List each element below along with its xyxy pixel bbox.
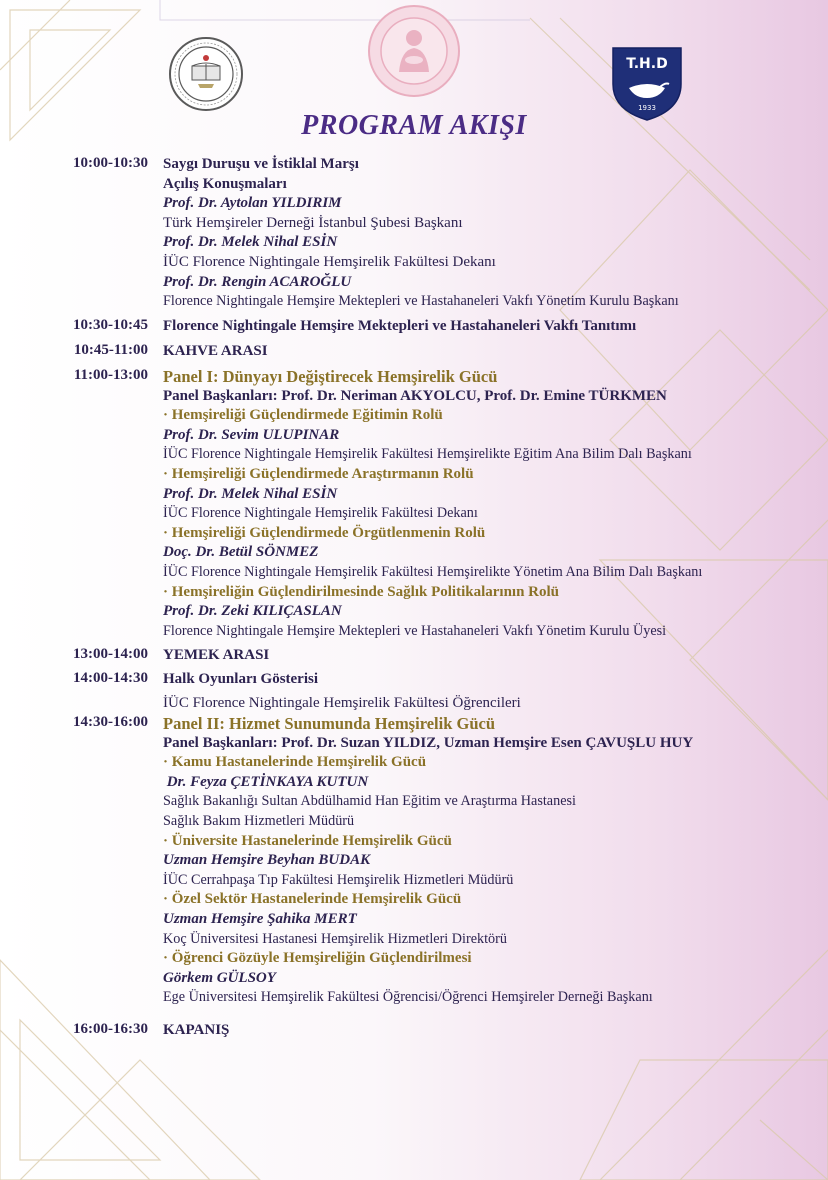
svg-text:T.H.D: T.H.D xyxy=(626,56,668,72)
panel-chairs: Panel Başkanları: Prof. Dr. Suzan YILDIZ, Uzman Hemşire Esen ÇAVUŞLU HUY xyxy=(163,734,694,751)
page-title: PROGRAM AKIŞI xyxy=(301,110,527,141)
time-slot: 13:00-14:00 xyxy=(73,646,148,662)
program-line: KAHVE ARASI xyxy=(163,343,268,359)
talk-topic: · Hemşireliğin Güçlendirilmesinde Sağlık Politikalarının Rolü xyxy=(163,583,560,600)
speaker-title: Florence Nightingale Hemşire Mektepleri ve Hastahaneleri Vakfı Yönetim Kurulu Başkanı xyxy=(163,293,679,310)
talk-topic: · Hemşireliği Güçlendirmede Eğitimin Rolü xyxy=(163,407,443,424)
speaker-name: Prof. Dr. Melek Nihal ESİN xyxy=(163,234,338,251)
speaker-title: İÜC Cerrahpaşa Tıp Fakültesi Hemşirelik Hizmetleri Müdürü xyxy=(163,871,514,888)
speaker-name: Prof. Dr. Sevim ULUPINAR xyxy=(163,426,340,443)
talk-topic: · Özel Sektör Hastanelerinde Hemşirelik Gücü xyxy=(163,891,462,908)
panel-chairs: Panel Başkanları: Prof. Dr. Neriman AKYOLCU, Prof. Dr. Emine TÜRKMEN xyxy=(163,387,667,404)
talk-topic: · Hemşireliği Güçlendirmede Örgütlenmenin Rolü xyxy=(163,524,486,541)
speaker-name: Uzman Hemşire Beyhan BUDAK xyxy=(163,852,371,869)
speaker-title: Florence Nightingale Hemşire Mektepleri ve Hastahaneleri Vakfı Yönetim Kurulu Üyesi xyxy=(163,622,667,639)
talk-topic: · Hemşireliği Güçlendirmede Araştırmanın Rolü xyxy=(163,465,474,482)
time-slot: 14:00-14:30 xyxy=(73,670,148,686)
program-line: KAPANIŞ xyxy=(163,1022,230,1038)
block-content xyxy=(163,342,823,362)
speaker-title: İÜC Florence Nightingale Hemşirelik Fakültesi Dekanı xyxy=(163,253,496,270)
talk-topic: · Üniversite Hastanelerinde Hemşirelik Gücü xyxy=(163,832,452,849)
panel-title: Panel I: Dünyayı Değiştirecek Hemşirelik Gücü xyxy=(163,367,498,386)
block-content xyxy=(163,155,823,312)
speaker-name: Prof. Dr. Zeki KILIÇASLAN xyxy=(163,603,342,620)
block-content xyxy=(163,646,823,666)
time-slot: 11:00-13:00 xyxy=(73,367,148,383)
panel-title: Panel II: Hizmet Sunumunda Hemşirelik Gücü xyxy=(163,714,496,733)
speaker-title: İÜC Florence Nightingale Hemşirelik Fakültesi Hemşirelikte Yönetim Ana Bilim Dalı Başkanı xyxy=(163,563,703,580)
program-line: Açılış Konuşmaları xyxy=(163,175,287,192)
time-slot: 16:00-16:30 xyxy=(73,1021,148,1037)
svg-text:1933: 1933 xyxy=(638,104,656,112)
talk-topic: · Öğrenci Gözüyle Hemşireliğin Güçlendirilmesi xyxy=(163,950,472,967)
speaker-name: Dr. Feyza ÇETİNKAYA KUTUN xyxy=(163,773,369,790)
performer-line: İÜC Florence Nightingale Hemşirelik Fakültesi Öğrencileri xyxy=(163,694,521,711)
block-content xyxy=(163,670,823,713)
block-content xyxy=(163,1021,823,1041)
block-content xyxy=(163,317,823,337)
program-line: YEMEK ARASI xyxy=(163,647,270,663)
speaker-name: Görkem GÜLSOY xyxy=(163,969,276,986)
speaker-name: Prof. Dr. Melek Nihal ESİN xyxy=(163,485,338,502)
speaker-title: Ege Üniversitesi Hemşirelik Fakültesi Öğrencisi/Öğrenci Hemşireler Derneği Başkanı xyxy=(163,989,653,1006)
speaker-title: Sağlık Bakım Hizmetleri Müdürü xyxy=(163,812,355,829)
speaker-name: Prof. Dr. Rengin ACAROĞLU xyxy=(163,273,352,290)
program-line: Florence Nightingale Hemşire Mektepleri ve Hastahaneleri Vakfı Tanıtımı xyxy=(163,318,637,334)
time-slot: 10:00-10:30 xyxy=(73,155,148,171)
university-seal-logo xyxy=(168,36,244,112)
speaker-name: Doç. Dr. Betül SÖNMEZ xyxy=(163,544,319,561)
florence-nightingale-seal-logo xyxy=(367,4,461,98)
speaker-title: Türk Hemşireler Derneği İstanbul Şubesi Başkanı xyxy=(163,214,463,231)
speaker-title: İÜC Florence Nightingale Hemşirelik Fakültesi Dekanı xyxy=(163,505,478,522)
block-content xyxy=(163,367,823,641)
program-line: Halk Oyunları Gösterisi xyxy=(163,671,319,687)
time-slot: 10:30-10:45 xyxy=(73,317,148,333)
talk-topic: · Kamu Hastanelerinde Hemşirelik Gücü xyxy=(163,754,427,771)
time-slot: 14:30-16:00 xyxy=(73,714,148,730)
speaker-name: Uzman Hemşire Şahika MERT xyxy=(163,910,357,927)
speaker-title: Koç Üniversitesi Hastanesi Hemşirelik Hizmetleri Direktörü xyxy=(163,930,507,947)
speaker-title: Sağlık Bakanlığı Sultan Abdülhamid Han Eğitim ve Araştırma Hastanesi xyxy=(163,793,576,810)
time-slot: 10:45-11:00 xyxy=(73,342,148,358)
speaker-name: Prof. Dr. Aytolan YILDIRIM xyxy=(163,195,342,212)
program-line: Saygı Duruşu ve İstiklal Marşı xyxy=(163,156,359,172)
block-content xyxy=(163,714,823,1008)
speaker-title: İÜC Florence Nightingale Hemşirelik Fakültesi Hemşirelikte Eğitim Ana Bilim Dalı Başkanı xyxy=(163,446,692,463)
